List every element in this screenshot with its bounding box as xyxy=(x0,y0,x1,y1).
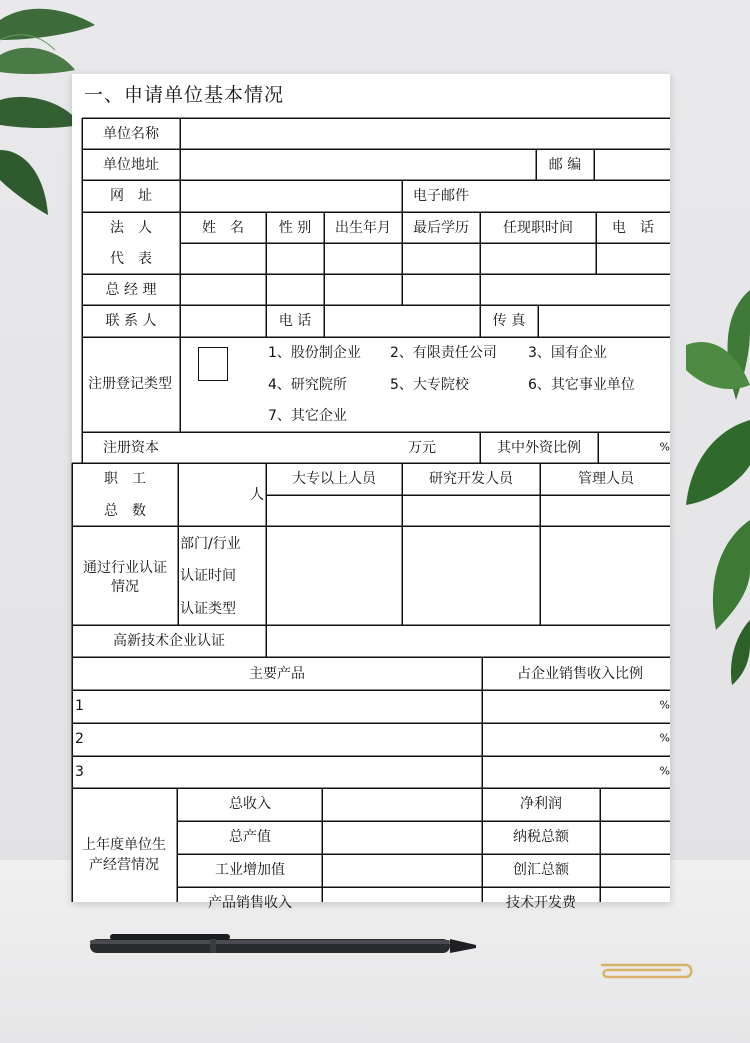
prev-year-label-1: 上年度单位生 xyxy=(82,836,166,853)
application-form-sheet xyxy=(72,74,670,911)
general-manager-label: 总 经 理 xyxy=(105,281,157,298)
fax-label: 传 真 xyxy=(492,312,526,329)
unit-name-label: 单位名称 xyxy=(103,125,159,142)
reg-type-checkbox[interactable] xyxy=(198,347,228,381)
foreign-ratio-percent: % xyxy=(659,440,670,454)
product-ratio-percent-2: % xyxy=(659,731,670,745)
net-profit-label: 净利润 xyxy=(520,795,562,812)
total-tax-label: 纳税总额 xyxy=(513,828,569,845)
total-income-label: 总收入 xyxy=(229,795,271,812)
form-grid-lines xyxy=(72,74,670,902)
unit-address-label: 单位地址 xyxy=(103,156,159,173)
staff-label-1: 职 工 xyxy=(104,470,146,487)
product-row-1: 1 xyxy=(75,697,84,714)
postcode-label: 邮 编 xyxy=(548,156,582,173)
email-label: 电子邮件 xyxy=(413,187,469,204)
cert-dept-label: 部门/行业 xyxy=(180,535,241,552)
reg-option-5: 5、大专院校 xyxy=(390,376,469,393)
cert-label-2: 情况 xyxy=(111,578,139,595)
reg-option-7: 7、其它企业 xyxy=(268,407,347,424)
paperclip xyxy=(594,955,698,985)
legal-rep-label-2: 代 表 xyxy=(110,250,152,267)
col-phone-header: 电 话 xyxy=(612,219,654,236)
plant-leaves-right xyxy=(666,290,750,690)
legal-rep-label-1: 法 人 xyxy=(110,219,152,236)
capital-unit: 万元 xyxy=(408,439,436,456)
cert-type-label: 认证类型 xyxy=(180,600,236,617)
form-title: 一、申请单位基本情况 xyxy=(84,84,285,106)
industrial-added-label: 工业增加值 xyxy=(215,861,285,878)
staff-person-unit: 人 xyxy=(250,486,264,503)
college-staff-label: 大专以上人员 xyxy=(292,470,376,487)
cert-label-1: 通过行业认证 xyxy=(83,559,167,576)
col-birth-header: 出生年月 xyxy=(335,219,391,236)
reg-option-1: 1、股份制企业 xyxy=(268,344,361,361)
product-ratio-percent-3: % xyxy=(659,764,670,778)
reg-capital-label: 注册资本 xyxy=(103,439,159,456)
reg-option-3: 3、国有企业 xyxy=(528,344,607,361)
cert-time-label: 认证时间 xyxy=(180,567,236,584)
rd-staff-label: 研究开发人员 xyxy=(429,470,513,487)
reg-option-4: 4、研究院所 xyxy=(268,376,347,393)
reg-option-6: 6、其它事业单位 xyxy=(528,376,635,393)
website-label: 网 址 xyxy=(110,187,152,204)
col-gender-header: 性 别 xyxy=(278,219,312,236)
col-tenure-header: 任现职时间 xyxy=(503,219,573,236)
col-name-header: 姓 名 xyxy=(202,219,244,236)
pen xyxy=(90,930,482,964)
staff-label-2: 总 数 xyxy=(104,502,146,519)
total-output-label: 总产值 xyxy=(229,828,271,845)
hightech-cert-label: 高新技术企业认证 xyxy=(113,632,225,649)
mgmt-staff-label: 管理人员 xyxy=(578,470,634,487)
contact-person-label: 联 系 人 xyxy=(105,312,157,329)
total-forex-label: 创汇总额 xyxy=(513,861,569,878)
contact-phone-label: 电 话 xyxy=(278,312,312,329)
foreign-ratio-label: 其中外资比例 xyxy=(497,439,581,456)
product-row-3: 3 xyxy=(75,763,84,780)
main-products-header: 主要产品 xyxy=(249,665,305,682)
sales-ratio-header: 占企业销售收入比例 xyxy=(517,665,643,682)
tech-dev-label: 技术开发费 xyxy=(506,894,576,911)
product-sales-label: 产品销售收入 xyxy=(208,894,292,911)
reg-type-label: 注册登记类型 xyxy=(88,375,172,392)
col-education-header: 最后学历 xyxy=(413,219,469,236)
product-row-2: 2 xyxy=(75,730,84,747)
product-ratio-percent-1: % xyxy=(659,698,670,712)
reg-option-2: 2、有限责任公司 xyxy=(390,344,497,361)
prev-year-label-2: 产经营情况 xyxy=(89,856,159,873)
